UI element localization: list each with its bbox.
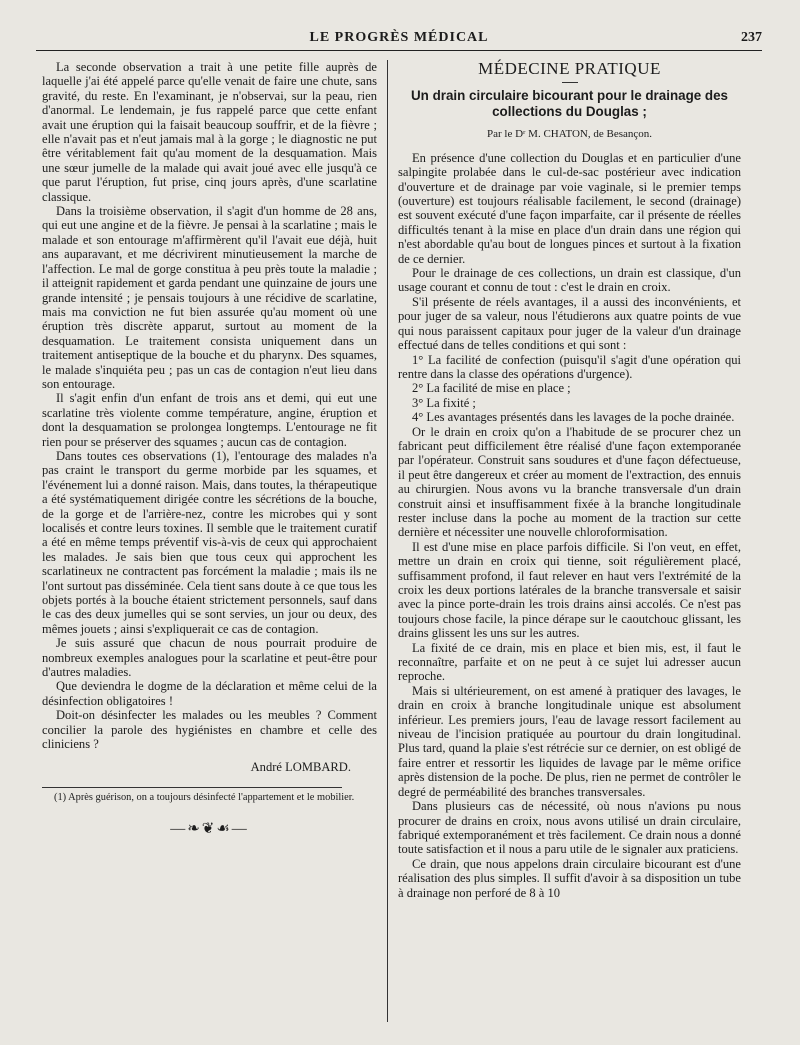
list-item: 3° La fixité ; (412, 395, 476, 410)
paragraph: S'il présente de réels avantages, il a aussi des inconvénients, et pour juger de sa valeur, nous l'étudierons aux quatre points de vue qui nous paraissent capitaux pour juger de la valeur d'un drainage effectué dans de telles conditions et qui sont : (398, 294, 741, 353)
ornament-fleuron: —❧❦☙— (170, 820, 249, 837)
paragraph: Il s'agit enfin d'un enfant de trois ans et demi, qui eut une scarlatine très violente comme température, angine, éruption et dont la desquamation se prolongea longtemps. L'entourage ne fit rien pour se préserver des squames ; aucun cas de contagion. (42, 391, 377, 449)
article-byline: Par le Dʳ M. CHATON, de Besançon. (486, 128, 653, 141)
paragraph: Dans la troisième observation, il s'agit d'un homme de 28 ans, qui eut une angine et de la fièvre. Je pensai à la scarlatine ; mais le malade et son entourage m'affirmèrent qu'il l'avait eue déjà, huit ans auparavant, et me décrivirent minutieusement la marche de l'affection. Le mal de gorge constitua à peu près toute la maladie ; il atteignit rapidement et garda pendant une quinzaine de jours une grande intensité ; je pensais toujours à une récidive de scarlatine, mais ma conviction ne fut bien assurée qu'au moment où une éruption très discrète apparut, surtout au moment de la desquamation. Le traitement consista uniquement dans un traitement antiseptique de la bouche et du pharynx. Des squames, le malade s'inquiéta peu ; pas un cas de contagion n'eut lieu dans son entourage. (42, 204, 377, 391)
paragraph: Mais si ultérieurement, on est amené à pratiquer des lavages, le drain en croix à branche longitudinale unique est absolument inférieur. Les premiers jours, l'eau de lavage ressort facilement au niveau de l'incision pratiquée au pourtour du drain longitudinal. Plus tard, quand la plaie s'est rétrécie sur ce dernier, on est obligé de faire entrer et ressortir les liquides de lavage par le même orifice après distension de la poche. De plus, rien ne permet de contrôler le degré de perméabilité des branches transversales. (398, 683, 741, 799)
paragraph: La fixité de ce drain, mis en place et bien mis, est, il faut le reconnaître, parfaite et on ne peut à ce sujet lui adresser aucun reproche. (398, 640, 741, 684)
list-item: 1° La facilité de confection (puisqu'il s'agit d'une opération qui rentre dans la classe des opérations d'urgence). (398, 352, 741, 381)
paragraph: La seconde observation a trait à une petite fille auprès de laquelle j'ai été appelé parce qu'elle venait de faire une chute, sans gravité, du reste. En l'examinant, je n'observai, sur la peau, rien d'anormal. Le lendemain, je fus rappelé parce que cette enfant avait une éruption qui la faisait beaucoup souffrir, et de la fièvre ; elle n'avait pas et n'eut jamais mal à la gorge ; le diagnostic ne put être véritablement fait qu'au moment de la desquamation. Mais une sœur jumelle de la malade qui avait joué avec elle jusqu'à ce que parut l'éruption, fut prise, cinq jours après, d'une scarlatine classique. (42, 60, 377, 204)
paragraph: Or le drain en croix qu'on a l'habitude de se procurer chez un fabricant peut difficilement être réalisé d'une façon extemporanée par l'opérateur. Construit sans soudures et d'une façon défectueuse, il peut être dangereux et créer au moment de l'extraction, des ennuis au chirurgien. Nous avons vu la branche transversale d'un drain construit ainsi et insuffisamment fixée à la branche longitudinale rester incluse dans la poche au moment de la traction sur cette dernière et nécessiter une nouvelle chloroformisation. (398, 424, 741, 540)
list-item: 2° La facilité de mise en place ; (412, 381, 571, 396)
footnote-rule (42, 787, 342, 788)
paragraph: Dans plusieurs cas de nécessité, où nous n'avions pu nous procurer de drains en croix, nous avons utilisé un drain circulaire, fabriqué extemporanément et très facilement. Ce drain nous a donné toute satisfaction et il nous a paru utile de le signaler aux praticiens. (398, 799, 741, 857)
article-title: Un drain circulaire bicourant pour le drainage des collections du Douglas ; (411, 88, 728, 120)
footnote: (1) Après guérison, on a toujours désinfecté l'appartement et le mobilier. (54, 791, 355, 803)
left-column (42, 60, 377, 836)
heading-rule (562, 82, 578, 83)
right-column (398, 60, 741, 900)
paragraph: Je suis assuré que chacun de nous pourrait produire de nombreux exemples analogues pour la scarlatine et peut-être pour d'autres maladies. (42, 636, 377, 680)
paragraph: Que deviendra le dogme de la déclaration et même celui de la désinfection obligatoires ! (42, 679, 377, 708)
page-number: 237 (741, 30, 762, 45)
page-header (36, 28, 762, 51)
author-signature: André LOMBARD. (250, 759, 351, 774)
paragraph: Pour le drainage de ces collections, un drain est classique, d'un usage courant et connu de tout : c'est le drain en croix. (398, 266, 741, 295)
paragraph: En présence d'une collection du Douglas et en particulier d'une salpingite prolabée dans le cul-de-sac postérieur avec indication d'ouverture et de drainage par voie vaginale, si le premier temps (ouverture) est toujours réalisable facilement, le second (drainage) est souvent exécuté d'une façon imparfaite, car il présente de réelles difficultés tenant à la mise en place d'un drain dans une région qui n'est abordable qu'au bout de longues pinces et surtout à la fixation de ce dernier. (398, 150, 741, 266)
paragraph: Il est d'une mise en place parfois difficile. Si l'on veut, en effet, mettre un drain en croix qui tienne, soit régulièrement placé, suffisamment profond, il faut relever en haut vers l'extrémité de la croix les deux portions latérales de la branche transversale et saisir avec la pince porte-drain les trois drains ainsi accolés. Ce n'est pas toujours chose facile, la pince dérape sur le caoutchouc glissant, les drains glissent les uns sur les autres. (398, 539, 741, 641)
column-divider (387, 60, 388, 1022)
paragraph: Doit-on désinfecter les malades ou les meubles ? Comment concilier la parole des hygiénistes en chambre et celle des cliniciens ? (42, 708, 377, 752)
paragraph: Dans toutes ces observations (1), l'entourage des malades n'a pas craint le transport du germe morbide par les squames, et l'événement lui a donné raison. Mais, dans toutes, la thérapeutique a été systématiquement dirigée contre les sécrétions de la bouche, de la gorge et de l'arrière-nez, contre les microbes qui y sont localisés et contre leurs toxines. Il semble que le traitement curatif a été en même temps préventif vis-à-vis de ceux qui approchaient les malades. Je sais bien que tous ceux qui approchent les scarlatineux ne contractent pas forcément la maladie ; mais ils ne l'ont surtout pas disséminée. Cela tient sans doute à ce que tous les objets portés à la bouche étaient strictement personnels, sauf dans le cas des deux jumelles qui se sont servies, un jour ou deux, des mêmes jouets ; ainsi s'expliquerait ce cas de contagion. (42, 448, 377, 636)
paragraph: Ce drain, que nous appelons drain circulaire bicourant est d'une réalisation des plus simples. Il suffit d'avoir à sa disposition un tube à drainage non perforé de 8 à 10 (398, 856, 741, 900)
section-heading: MÉDECINE PRATIQUE (478, 59, 661, 78)
list-item: 4° Les avantages présentés dans les lavages de la poche drainée. (412, 410, 735, 425)
running-title: LE PROGRÈS MÉDICAL (309, 30, 489, 45)
